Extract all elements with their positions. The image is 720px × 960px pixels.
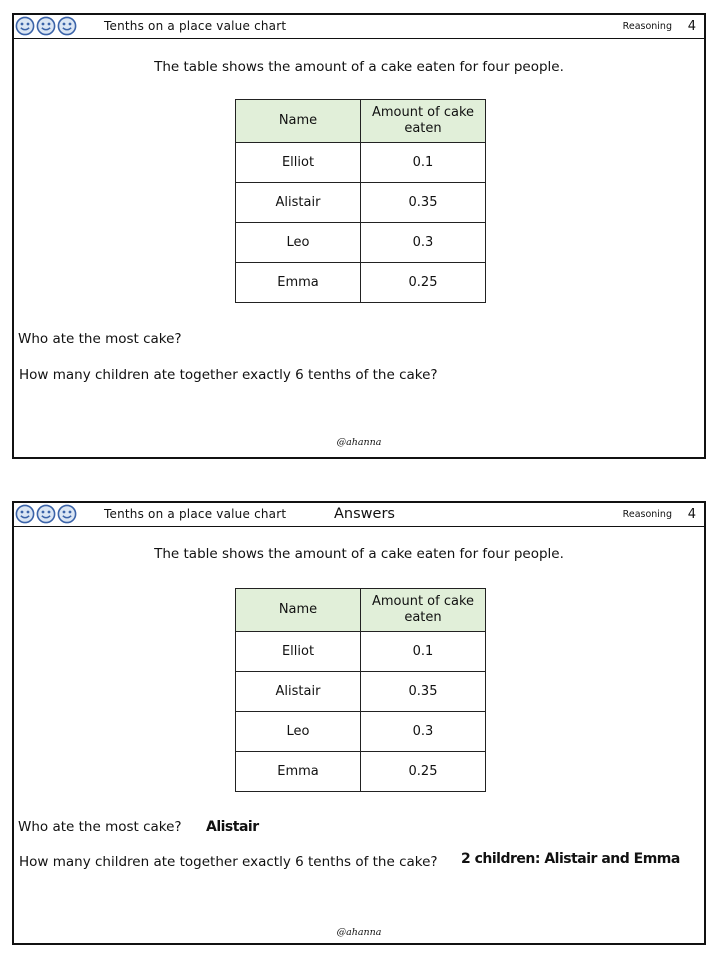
question-2: How many children ate together exactly 6 tenths of the cake? <box>19 854 438 870</box>
cell-name: Alistair <box>236 183 361 223</box>
cake-table <box>235 99 486 303</box>
cell-amount: 0.3 <box>361 223 486 263</box>
smiley-face-icon <box>57 504 77 524</box>
cell-name: Leo <box>236 712 361 752</box>
column-header-name: Name <box>236 589 361 632</box>
cell-amount: 0.25 <box>361 752 486 792</box>
table-row <box>236 712 486 752</box>
table-row <box>236 632 486 672</box>
cell-name: Leo <box>236 223 361 263</box>
cell-amount: 0.35 <box>361 183 486 223</box>
cell-name: Elliot <box>236 632 361 672</box>
cell-amount: 0.25 <box>361 263 486 303</box>
table-row <box>236 183 486 223</box>
table-row <box>236 223 486 263</box>
intro-text: The table shows the amount of a cake eaten for four people. <box>154 546 564 562</box>
question-number: 4 <box>687 19 696 34</box>
table-row <box>236 752 486 792</box>
question-type: Reasoning <box>622 509 672 520</box>
lesson-title: Tenths on a place value chart <box>104 507 287 521</box>
table-row <box>236 143 486 183</box>
cell-name: Emma <box>236 752 361 792</box>
cell-amount: 0.35 <box>361 672 486 712</box>
column-header-amount: Amount of cake eaten <box>361 589 486 632</box>
smiley-face-icon <box>15 504 35 524</box>
smiley-face-icon <box>15 16 35 36</box>
cell-name: Alistair <box>236 672 361 712</box>
difficulty-faces <box>15 16 77 36</box>
difficulty-faces <box>15 504 77 524</box>
question-1: Who ate the most cake? <box>18 331 182 347</box>
cell-name: Elliot <box>236 143 361 183</box>
cell-amount: 0.1 <box>361 143 486 183</box>
smiley-face-icon <box>36 504 56 524</box>
cell-amount: 0.3 <box>361 712 486 752</box>
column-header-amount: Amount of cake eaten <box>361 100 486 143</box>
card-header <box>14 503 704 527</box>
question-number: 4 <box>687 507 696 522</box>
question-card <box>12 13 706 459</box>
cell-amount: 0.1 <box>361 632 486 672</box>
question-1: Who ate the most cake? <box>18 819 182 835</box>
answers-label: Answers <box>334 506 395 522</box>
answer-1: Alistair <box>206 819 259 835</box>
intro-text: The table shows the amount of a cake eaten for four people. <box>154 59 564 75</box>
question-2: How many children ate together exactly 6 tenths of the cake? <box>19 367 438 383</box>
table-header-row <box>236 100 486 143</box>
smiley-face-icon <box>36 16 56 36</box>
table-row <box>236 263 486 303</box>
question-type: Reasoning <box>622 21 672 32</box>
answer-2: 2 children: Alistair and Emma <box>461 851 680 867</box>
table-header-row <box>236 589 486 632</box>
column-header-name: Name <box>236 100 361 143</box>
table-row <box>236 672 486 712</box>
author-credit: @ahanna <box>336 437 382 448</box>
author-credit: @ahanna <box>336 927 382 938</box>
cell-name: Emma <box>236 263 361 303</box>
lesson-title: Tenths on a place value chart <box>104 19 287 33</box>
card-header <box>14 15 704 39</box>
smiley-face-icon <box>57 16 77 36</box>
answer-card <box>12 501 706 945</box>
cake-table <box>235 588 486 792</box>
